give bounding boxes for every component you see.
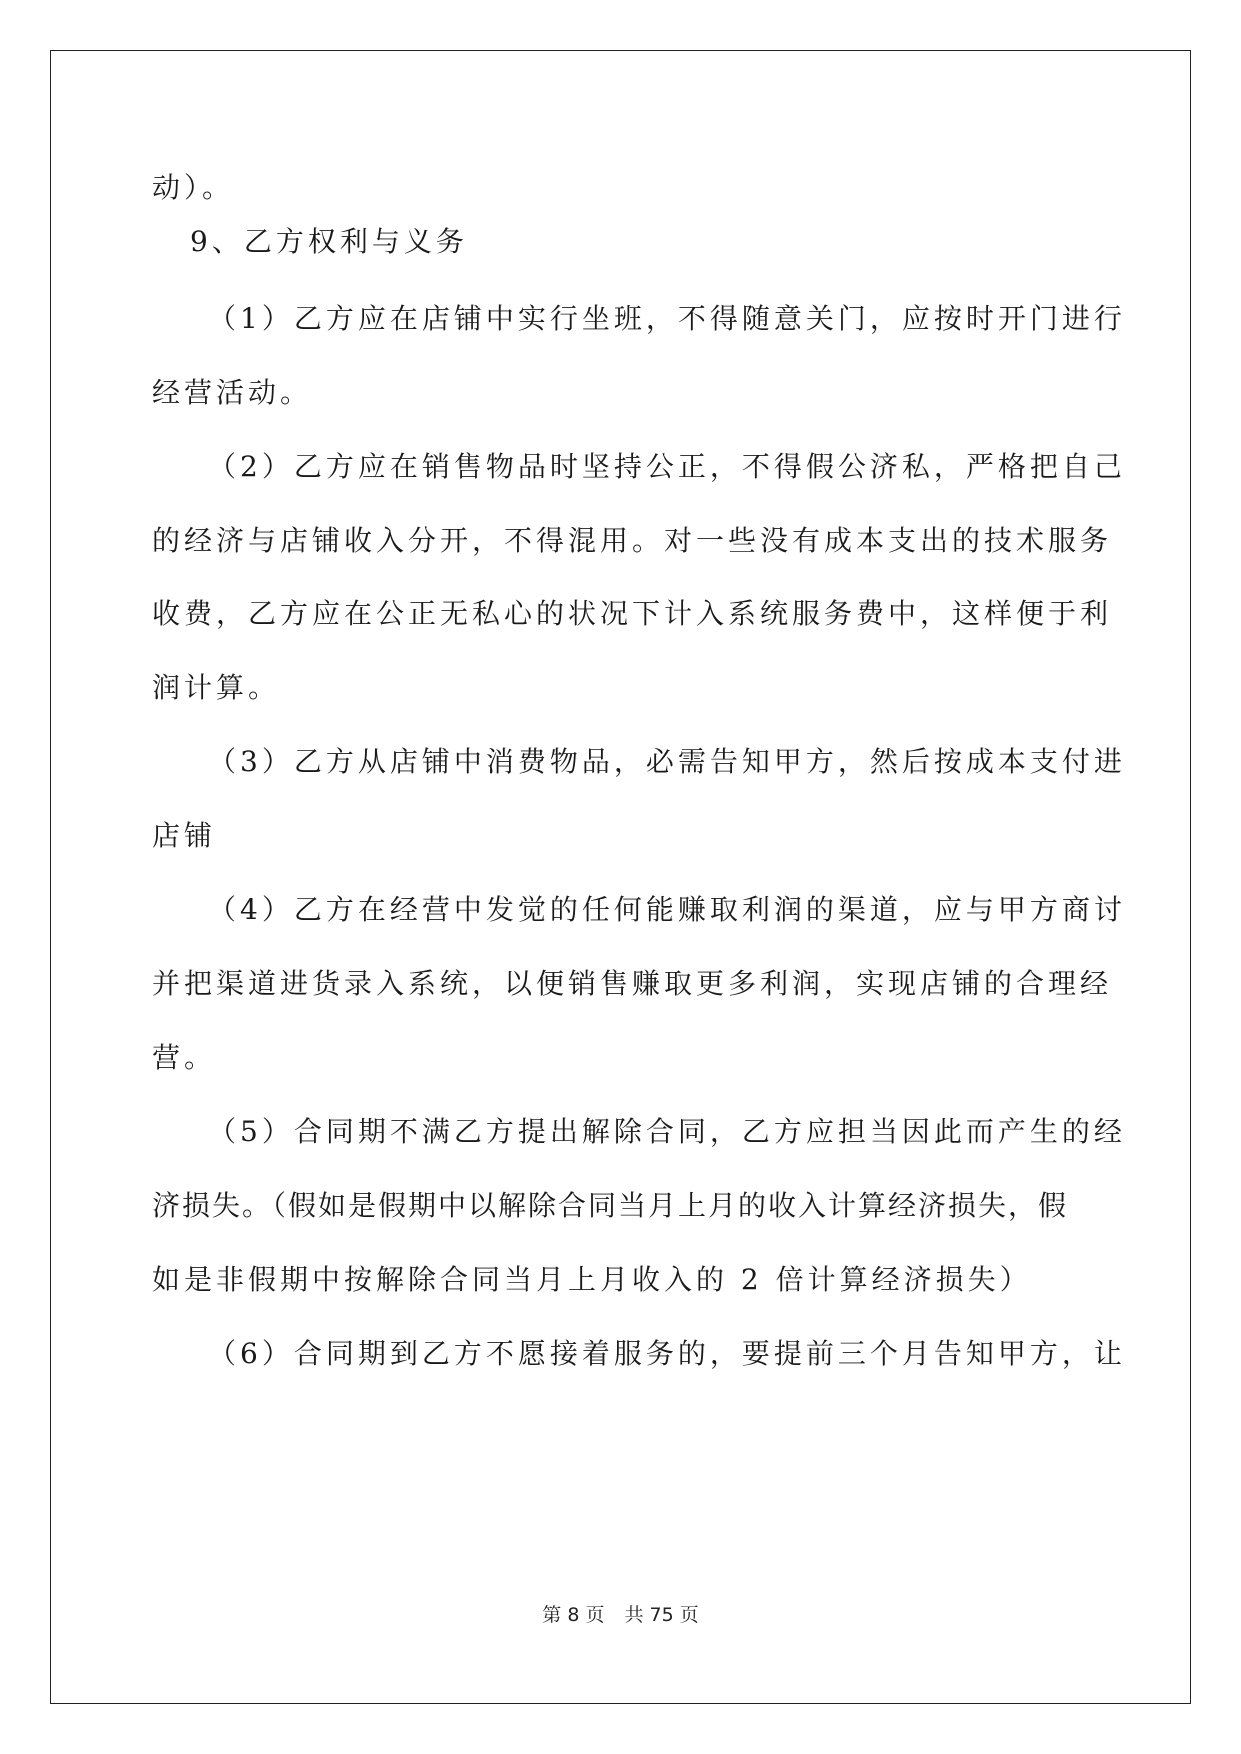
text-line: （1）乙方应在店铺中实行坐班，不得随意关门，应按时开门进行 [208,302,1126,335]
text-line: 济损失。（假如是假期中以解除合同当月上月的收入计算经济损失，假 [152,1189,1069,1222]
text-line: （3）乙方从店铺中消费物品，必需告知甲方，然后按成本支付进 [208,745,1126,778]
text-line: 的经济与店铺收入分开，不得混用。对一些没有成本支出的技术服务 [152,524,1113,557]
page-total: 共 75 页 [624,1604,699,1626]
text-line: 店铺 [152,819,217,852]
text-line: （5）合同期不满乙方提出解除合同，乙方应担当因此而产生的经 [208,1115,1126,1148]
text-line: 经营活动。 [152,376,313,409]
text-line: 润计算。 [152,671,281,704]
text-line: 并把渠道进货录入系统，以便销售赚取更多利润，实现店铺的合理经 [152,967,1113,1000]
text-line: （6）合同期到乙方不愿接着服务的，要提前三个月告知甲方，让 [208,1337,1126,1370]
page-footer [0,1602,1241,1628]
text-line: 营。 [152,1041,217,1074]
section-heading: 9、乙方权利与义务 [190,225,468,258]
text-line: （2）乙方应在销售物品时坚持公正，不得假公济私，严格把自己 [208,450,1126,483]
text-line: 收费，乙方应在公正无私心的状况下计入系统服务费中，这样便于利 [152,597,1113,630]
text-line: 动）。 [152,171,235,204]
text-line: （4）乙方在经营中发觉的任何能赚取利润的渠道，应与甲方商讨 [208,893,1126,926]
page-number: 第 8 页 [542,1604,605,1626]
text-line: 如是非假期中按解除合同当月上月收入的 2 倍计算经济损失） [152,1263,1032,1296]
